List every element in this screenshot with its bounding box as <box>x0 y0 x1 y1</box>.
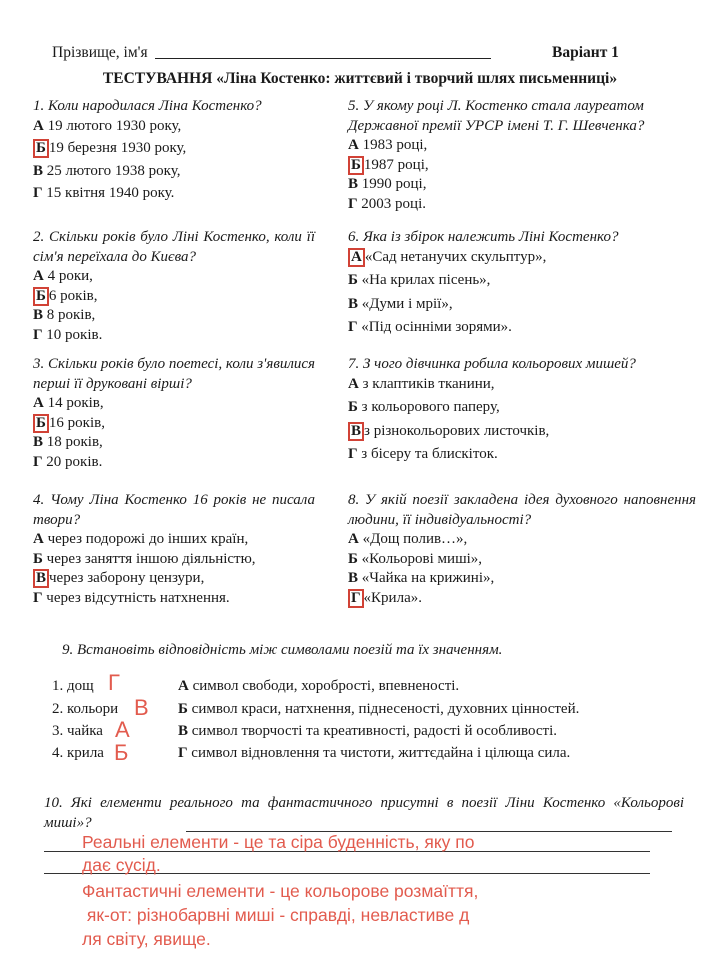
handwritten-answer-line: дає сусід. <box>82 855 161 875</box>
option-v[interactable]: В «Чайка на крижині», <box>348 570 495 586</box>
option-a[interactable]: А «Дощ полив…», <box>348 531 468 547</box>
question-2 <box>33 228 315 345</box>
question-10-text: 10. Які елементи реального та фантастичного присутні в поезії Ліни Костенко «Кольорові миші»? <box>44 795 684 831</box>
question-text: 4. Чому Ліна Костенко 16 років не писала твори? <box>33 492 315 528</box>
option-b[interactable]: Б з кольорового паперу, <box>348 399 500 415</box>
handwritten-answer: В <box>134 695 149 720</box>
option-b[interactable]: Б через заняття іншою діяльністю, <box>33 550 256 567</box>
handwritten-answer-line: як-от: різнобарвні миші - справді, невластиве д <box>82 905 470 925</box>
option-b[interactable]: Б «На крилах пісень», <box>348 272 491 288</box>
option-g[interactable]: Г 20 років. <box>33 453 103 470</box>
variant-label: Варіант 1 <box>552 44 619 61</box>
question-6 <box>348 228 688 338</box>
option-g[interactable]: Г 15 квітня 1940 року. <box>33 185 175 201</box>
selected-answer-box: В <box>348 422 364 441</box>
option-a[interactable]: А через подорожі до інших країн, <box>33 531 249 547</box>
option-a[interactable]: А 14 років, <box>33 395 104 411</box>
option-v[interactable]: В 25 лютого 1938 року, <box>33 162 181 179</box>
option-a[interactable]: А 4 роки, <box>33 268 93 284</box>
option-v[interactable]: В 18 років, <box>33 434 103 450</box>
question-text: 8. У якій поезії закладена ідея духовного наповнення людини, її індивідуальності? <box>348 492 696 528</box>
question-1 <box>33 97 333 204</box>
question-9-text: 9. Встановіть відповідність між символами поезій та їх значенням. <box>62 642 503 658</box>
question-7 <box>348 355 688 465</box>
option-a[interactable]: А 1983 році, <box>348 137 428 153</box>
option-a[interactable]: А з клаптиків тканини, <box>348 375 495 392</box>
question-4 <box>33 491 315 608</box>
match-right-item: Б символ краси, натхнення, піднесеності, духовних цінностей. <box>178 701 580 717</box>
selected-answer-box: А <box>348 248 365 267</box>
name-underline <box>155 44 491 59</box>
handwritten-answer: Г <box>108 670 120 695</box>
option-g[interactable]: Г з бісеру та блискіток. <box>348 446 498 462</box>
handwritten-answer: Б <box>114 740 129 765</box>
name-label: Прізвище, ім'я <box>52 44 148 61</box>
option-b[interactable]: Б «Кольорові миші», <box>348 550 483 567</box>
question-text: 1. Коли народилася Ліна Костенко? <box>33 98 262 114</box>
selected-answer-box: В <box>33 569 49 588</box>
option-v[interactable]: В «Думи і мрії», <box>348 295 453 312</box>
question-5 <box>348 97 688 214</box>
question-3 <box>33 355 315 472</box>
question-text: 2. Скільки років було Ліні Костенко, коли її сім'я переїхала до Києва? <box>33 229 315 265</box>
option-g[interactable]: Г «Під осінніми зорями». <box>348 319 512 335</box>
option-a[interactable]: А 19 лютого 1930 року, <box>33 117 182 134</box>
option-v[interactable]: В 8 років, <box>33 307 96 323</box>
name-field[interactable] <box>52 44 491 62</box>
match-right-item: А символ свободи, хоробрості, впевненості. <box>178 678 460 694</box>
question-8 <box>348 491 696 608</box>
option-a[interactable]: А «Сад нетанучих скульптур», <box>348 248 688 268</box>
option-g[interactable]: Г «Крила». <box>348 589 696 609</box>
option-g[interactable]: Г 2003 році. <box>348 195 426 212</box>
match-left-item: 2. кольори <box>52 701 119 717</box>
question-text: 3. Скільки років було поетесі, коли з'явилися перші її друковані вірші? <box>33 356 315 392</box>
match-right-item: Г символ відновлення та чистоти, життєдайна і цілюща сила. <box>178 745 571 761</box>
match-left-item: 1. дощ <box>52 678 94 694</box>
option-b[interactable]: Б 16 років, <box>33 414 315 434</box>
question-text: 6. Яка із збірок належить Ліні Костенко? <box>348 229 619 245</box>
handwritten-answer: А <box>115 717 130 742</box>
question-text: 5. У якому році Л. Костенко стала лауреатом Державної премії УРСР імені Т. Г. Шевченка? <box>348 98 645 134</box>
option-v[interactable]: В з різнокольорових листочків, <box>348 422 688 442</box>
selected-answer-box: Б <box>33 287 49 306</box>
selected-answer-box: Б <box>33 414 49 433</box>
option-b[interactable]: Б 6 років, <box>33 287 315 307</box>
option-v[interactable]: В через заборону цензури, <box>33 569 315 589</box>
page-title: ТЕСТУВАННЯ «Ліна Костенко: життєвий і творчий шлях письменниці» <box>102 70 618 87</box>
selected-answer-box: Б <box>348 156 364 175</box>
option-b[interactable]: Б 1987 році, <box>348 156 688 176</box>
option-b[interactable]: Б 19 березня 1930 року, <box>33 139 333 159</box>
match-right-item: В символ творчості та креативності, радості й особливості. <box>178 723 558 739</box>
option-g[interactable]: Г через відсутність натхнення. <box>33 589 230 606</box>
selected-answer-box: Б <box>33 139 49 158</box>
handwritten-answer-line: Фантастичні елементи - це кольорове розмаїття, <box>82 881 479 901</box>
match-left-item: 4. крила <box>52 745 104 761</box>
question-text: 7. З чого дівчинка робила кольорових мишей? <box>348 356 636 372</box>
option-v[interactable]: В 1990 році, <box>348 176 427 192</box>
option-g[interactable]: Г 10 років. <box>33 326 103 343</box>
handwritten-answer-line: Реальні елементи - це та сіра буденність, яку по <box>82 832 475 852</box>
selected-answer-box: Г <box>348 589 364 608</box>
handwritten-answer-line: ля світу, явище. <box>82 929 211 949</box>
match-left-item: 3. чайка <box>52 723 103 739</box>
